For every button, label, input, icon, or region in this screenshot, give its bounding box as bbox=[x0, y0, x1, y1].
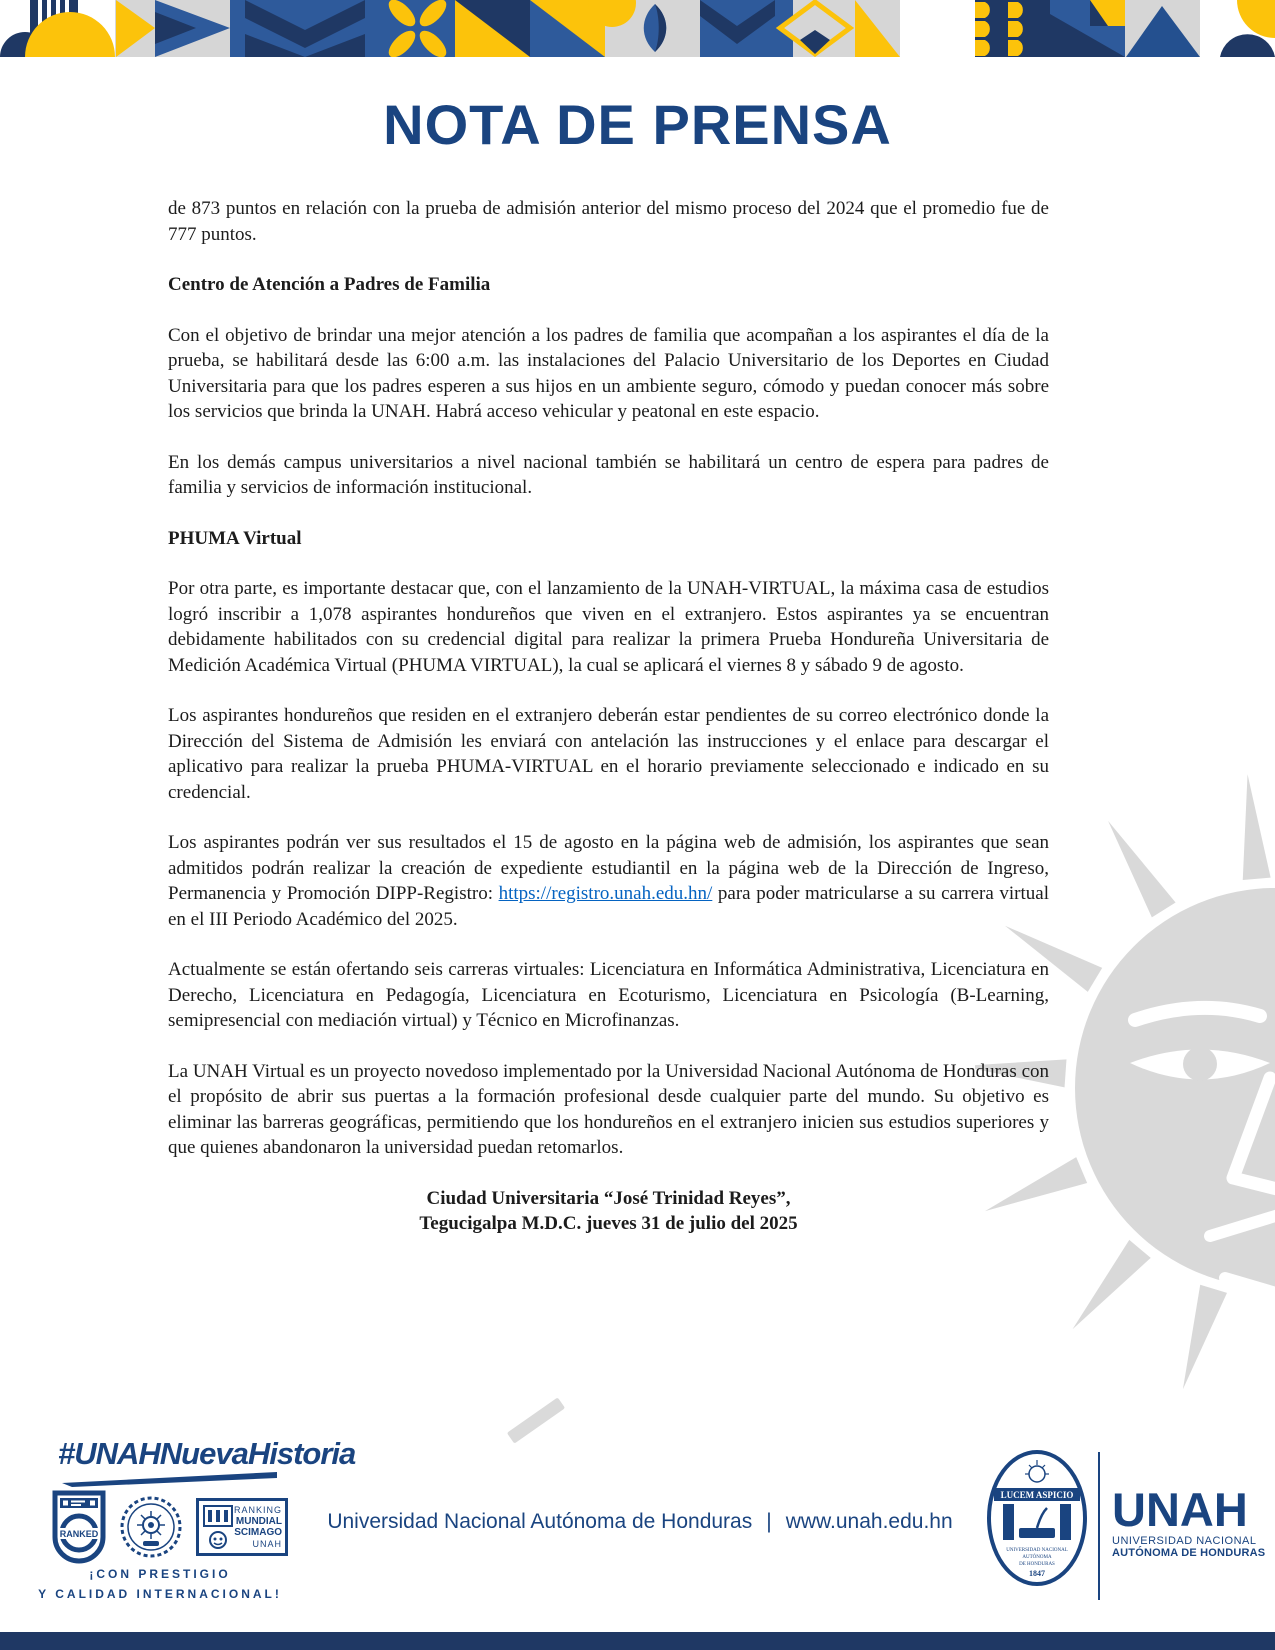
phuma-paragraph-1: Por otra parte, es importante destacar que, con el lanzamiento de la UNAH-VIRTUAL, la máxima casa de estudios logró inscribir a 1,078 aspirantes hondureños que viven en el extranjero. Estos aspirantes ya se encuentran debidamente habilitados con su credencial digital para realizar la primera Prueba Hondureña Universitaria de Medición Académica Virtual (PHUMA VIRTUAL), la cual se aplicará el viernes 8 y sábado 9 de agosto. bbox=[168, 578, 1049, 676]
footer-badges bbox=[52, 1490, 288, 1564]
footer-slogan bbox=[20, 1564, 300, 1604]
unah-seal bbox=[985, 1448, 1089, 1588]
carreras-paragraph: Actualmente se están ofertando seis carreras virtuales: Licenciatura en Informática Administrativa, Licenciatura en Derecho, Licenciatura en Pedagogía, Licenciatura en Ecoturismo, Licenciatura en Psicología (B-Learning, semipresencial con mediación virtual) y Técnico en Microfinanzas. bbox=[168, 959, 1049, 1031]
svg-text:RANKED: RANKED bbox=[59, 1529, 99, 1539]
logo-divider bbox=[1098, 1452, 1100, 1600]
svg-text:UNAH: UNAH bbox=[252, 1539, 282, 1549]
footer-org-line bbox=[320, 1510, 960, 1534]
svg-text:SCIMAGO: SCIMAGO bbox=[234, 1527, 282, 1538]
svg-text:RANKING: RANKING bbox=[233, 1505, 282, 1515]
unah-acronym: UNAH bbox=[1112, 1483, 1248, 1536]
unah-wordmark bbox=[1112, 1483, 1266, 1559]
accreditation-seal-badge bbox=[119, 1495, 183, 1559]
decorative-geometric-band bbox=[0, 0, 1275, 57]
sun-ray-fragment bbox=[507, 1397, 565, 1443]
unah-line1: UNIVERSIDAD NACIONAL bbox=[1112, 1535, 1257, 1547]
unah-virtual-paragraph: La UNAH Virtual es un proyecto novedoso implementado por la Universidad Nacional Autónoma de Honduras con el propósito de abrir sus puertas a la formación profesional desde cualquier parte del mundo. Su objetivo es eliminar las barreras geográficas, permitiendo que los hondureños en el extranjero inicien sus estudios superiores y que quienes abandonaron la universidad puedan retomarlos. bbox=[168, 1060, 1049, 1158]
svg-text:UNIVERSIDAD NACIONAL: UNIVERSIDAD NACIONAL bbox=[1006, 1548, 1068, 1553]
dateline bbox=[168, 1186, 1049, 1237]
slogan-line1: ¡CON PRESTIGIO bbox=[89, 1567, 231, 1581]
scimago-ranking-badge bbox=[196, 1498, 288, 1556]
unah-nueva-historia-hashtag: #UNAHNuevaHistoria bbox=[58, 1436, 356, 1471]
phuma-paragraph-2: Los aspirantes hondureños que residen en el extranjero deberán estar pendientes de su correo electrónico donde la Dirección del Sistema de Admisión les enviará con antelación las instrucciones y el enlace para descargar el aplicativo para realizar la prueba PHUMA-VIRTUAL en el horario previamente seleccionado e indicado en su credencial. bbox=[168, 705, 1049, 803]
bottom-navy-bar bbox=[0, 1632, 1275, 1650]
svg-text:LUCEM ASPICIO: LUCEM ASPICIO bbox=[1000, 1490, 1074, 1500]
page-title: NOTA DE PRENSA bbox=[383, 93, 892, 156]
slogan-line2: Y CALIDAD INTERNACIONAL! bbox=[38, 1587, 282, 1601]
dateline-line1: Ciudad Universitaria “José Trinidad Reyes”, bbox=[426, 1187, 791, 1209]
padres-paragraph-2: En los demás campus universitarios a nivel nacional también se habilitará un centro de espera para padres de familia y servicios de información institucional. bbox=[168, 451, 1049, 498]
resultados-paragraph bbox=[168, 830, 1049, 932]
ranked-shield-badge bbox=[52, 1490, 106, 1564]
org-separator: | bbox=[766, 1510, 772, 1533]
unah-line2: AUTÓNOMA DE HONDURAS bbox=[1112, 1547, 1266, 1559]
org-name: Universidad Nacional Autónoma de Honduras bbox=[327, 1510, 753, 1533]
dateline-line2: Tegucigalpa M.D.C. jueves 31 de julio del 2025 bbox=[419, 1213, 798, 1234]
hashtag-swoosh bbox=[62, 1472, 280, 1488]
resultados-text-suffix: para poder matricularse a su carrera virtual en el III Periodo Académico del 2025. bbox=[168, 883, 1049, 930]
svg-text:MUNDIAL: MUNDIAL bbox=[235, 1516, 282, 1527]
press-release-body bbox=[168, 196, 1049, 1262]
resultados-text-prefix: Los aspirantes podrán ver sus resultados el 15 de agosto en la página web de admisión, los aspirantes que sean admitidos podrán realizar la creación de expediente estudiantil en la página web de la Dirección de Ingreso, Permanencia y Promoción DIPP-Registro: bbox=[168, 832, 1049, 904]
padres-paragraph-1: Con el objetivo de brindar una mejor atención a los padres de familia que acompañan a los aspirantes el día de la prueba, se habilitará desde las 6:00 a.m. las instalaciones del Palacio Universitario de los Deportes en Ciudad Universitaria para que los padres esperen a sus hijos en un ambiente seguro, cómodo y puedan conocer más sobre los servicios que brinda la UNAH. Habrá acceso vehicular y peatonal en este espacio. bbox=[168, 324, 1049, 422]
section-heading-phuma: PHUMA Virtual bbox=[168, 527, 302, 549]
svg-text:AUTÓNOMA: AUTÓNOMA bbox=[1022, 1555, 1052, 1560]
registro-link[interactable]: https://registro.unah.edu.hn/ bbox=[498, 883, 713, 904]
intro-paragraph: de 873 puntos en relación con la prueba de admisión anterior del mismo proceso del 2024 que el promedio fue de 777 puntos. bbox=[168, 198, 1049, 245]
org-website: www.unah.edu.hn bbox=[785, 1510, 953, 1533]
svg-text:1847: 1847 bbox=[1029, 1569, 1045, 1578]
section-heading-padres: Centro de Atención a Padres de Familia bbox=[168, 274, 491, 295]
svg-text:DE HONDURAS: DE HONDURAS bbox=[1019, 1562, 1055, 1567]
